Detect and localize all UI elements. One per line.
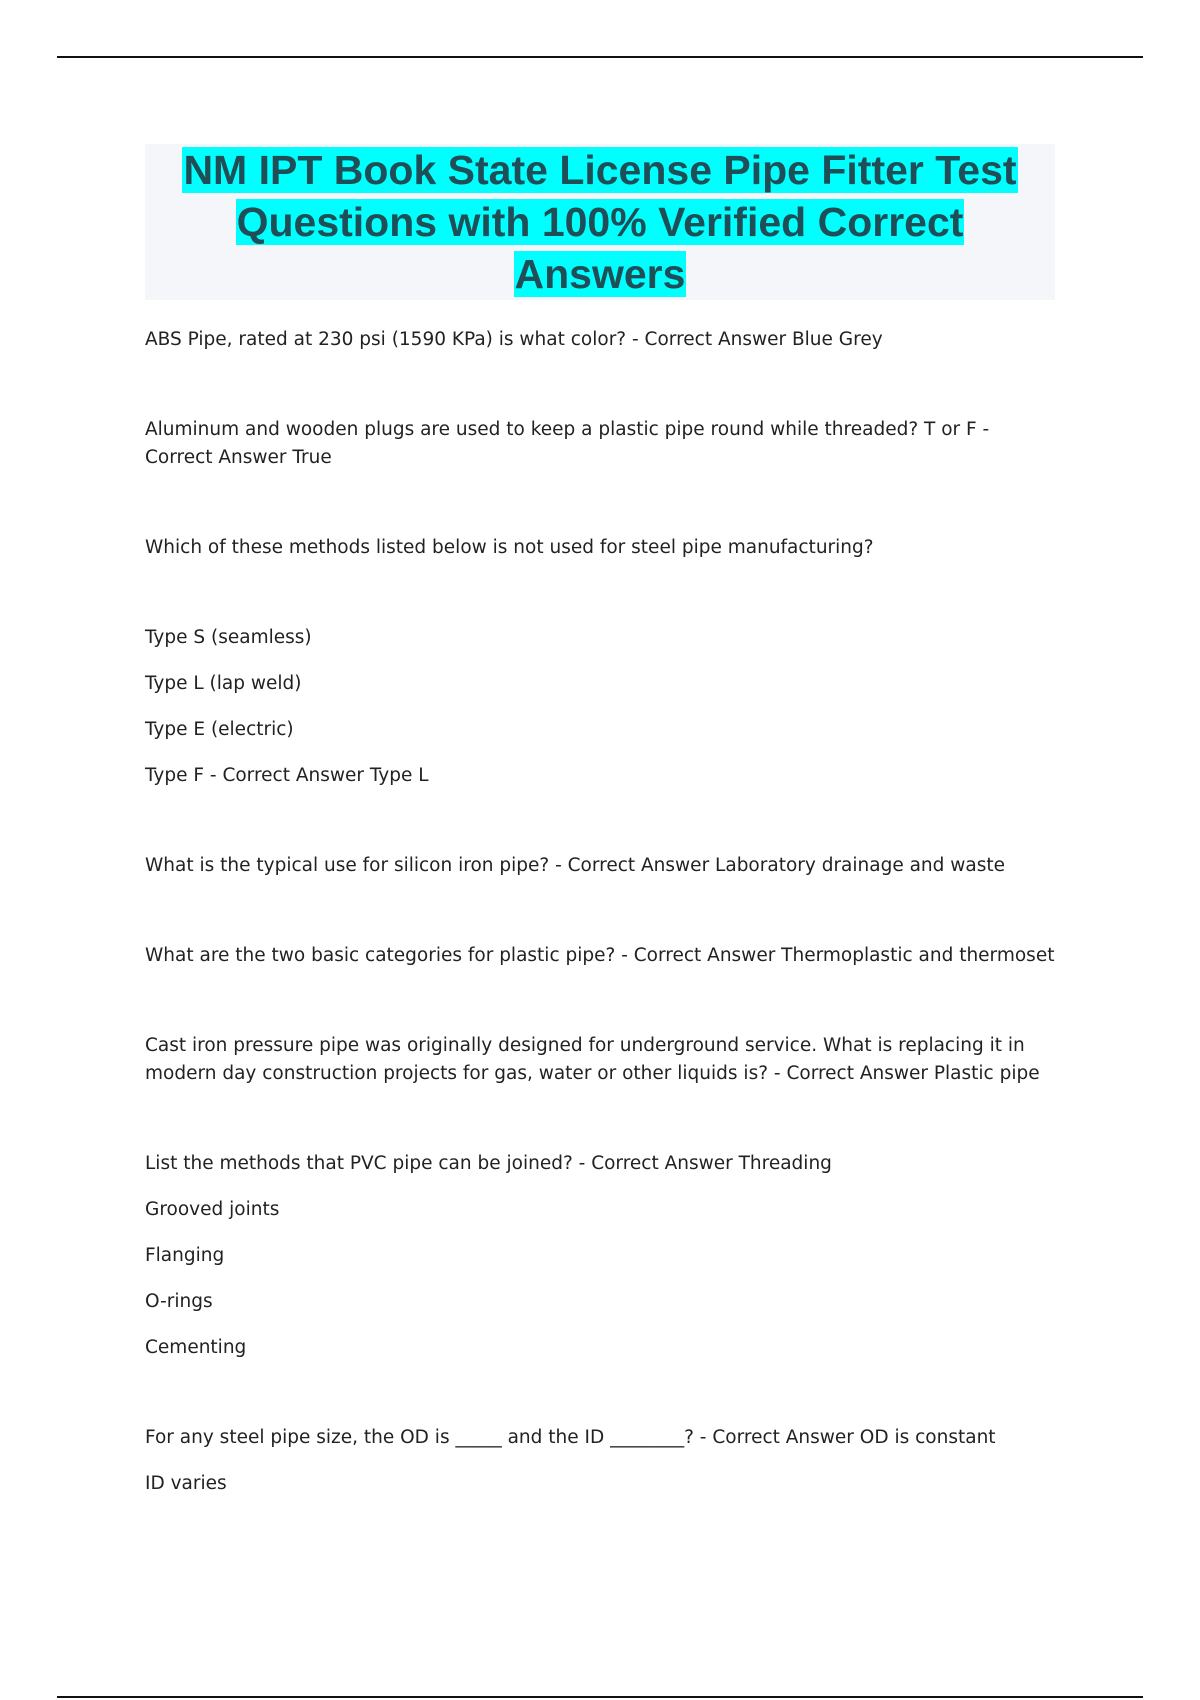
qa-list-item: Grooved joints: [145, 1199, 280, 1220]
qa-paragraph: Cast iron pressure pipe was originally designed for underground service. What is replacing it in modern day construction projects for gas, water or other liquids is? - Correct Answer Plastic pipe: [145, 1035, 1040, 1084]
qa-paragraph: ABS Pipe, rated at 230 psi (1590 KPa) is what color? - Correct Answer Blue Grey: [145, 329, 883, 350]
qa-paragraph: List the methods that PVC pipe can be joined? - Correct Answer Threading: [145, 1153, 832, 1174]
document-title: [145, 144, 1055, 300]
qa-list-item: Cementing: [145, 1337, 247, 1358]
qa-paragraph: What are the two basic categories for plastic pipe? - Correct Answer Thermoplastic and thermoset: [145, 945, 1055, 966]
document-title-block: [145, 144, 1055, 300]
qa-list-item: ID varies: [145, 1473, 227, 1494]
qa-option: Type L (lap weld): [145, 673, 302, 694]
qa-list-item: Flanging: [145, 1245, 225, 1266]
qa-option: Type E (electric): [145, 719, 294, 740]
bottom-rule: [57, 1696, 1143, 1698]
qa-option: Type S (seamless): [145, 627, 312, 648]
title-line-3: Answers: [514, 251, 686, 297]
qa-paragraph: Which of these methods listed below is not used for steel pipe manufacturing?: [145, 537, 874, 558]
qa-paragraph: What is the typical use for silicon iron pipe? - Correct Answer Laboratory drainage and waste: [145, 855, 1006, 876]
qa-paragraph: For any steel pipe size, the OD is _____ and the ID ________? - Correct Answer OD is constant: [145, 1427, 996, 1448]
title-line-1: NM IPT Book State License Pipe Fitter Test: [183, 147, 1017, 193]
top-rule: [57, 56, 1143, 58]
qa-list-item: O-rings: [145, 1291, 213, 1312]
qa-content: [145, 326, 1055, 1498]
title-line-2: Questions with 100% Verified Correct: [236, 199, 964, 245]
qa-option: Type F - Correct Answer Type L: [145, 765, 429, 786]
qa-paragraph: Aluminum and wooden plugs are used to keep a plastic pipe round while threaded? T or F - Correct Answer True: [145, 419, 990, 468]
